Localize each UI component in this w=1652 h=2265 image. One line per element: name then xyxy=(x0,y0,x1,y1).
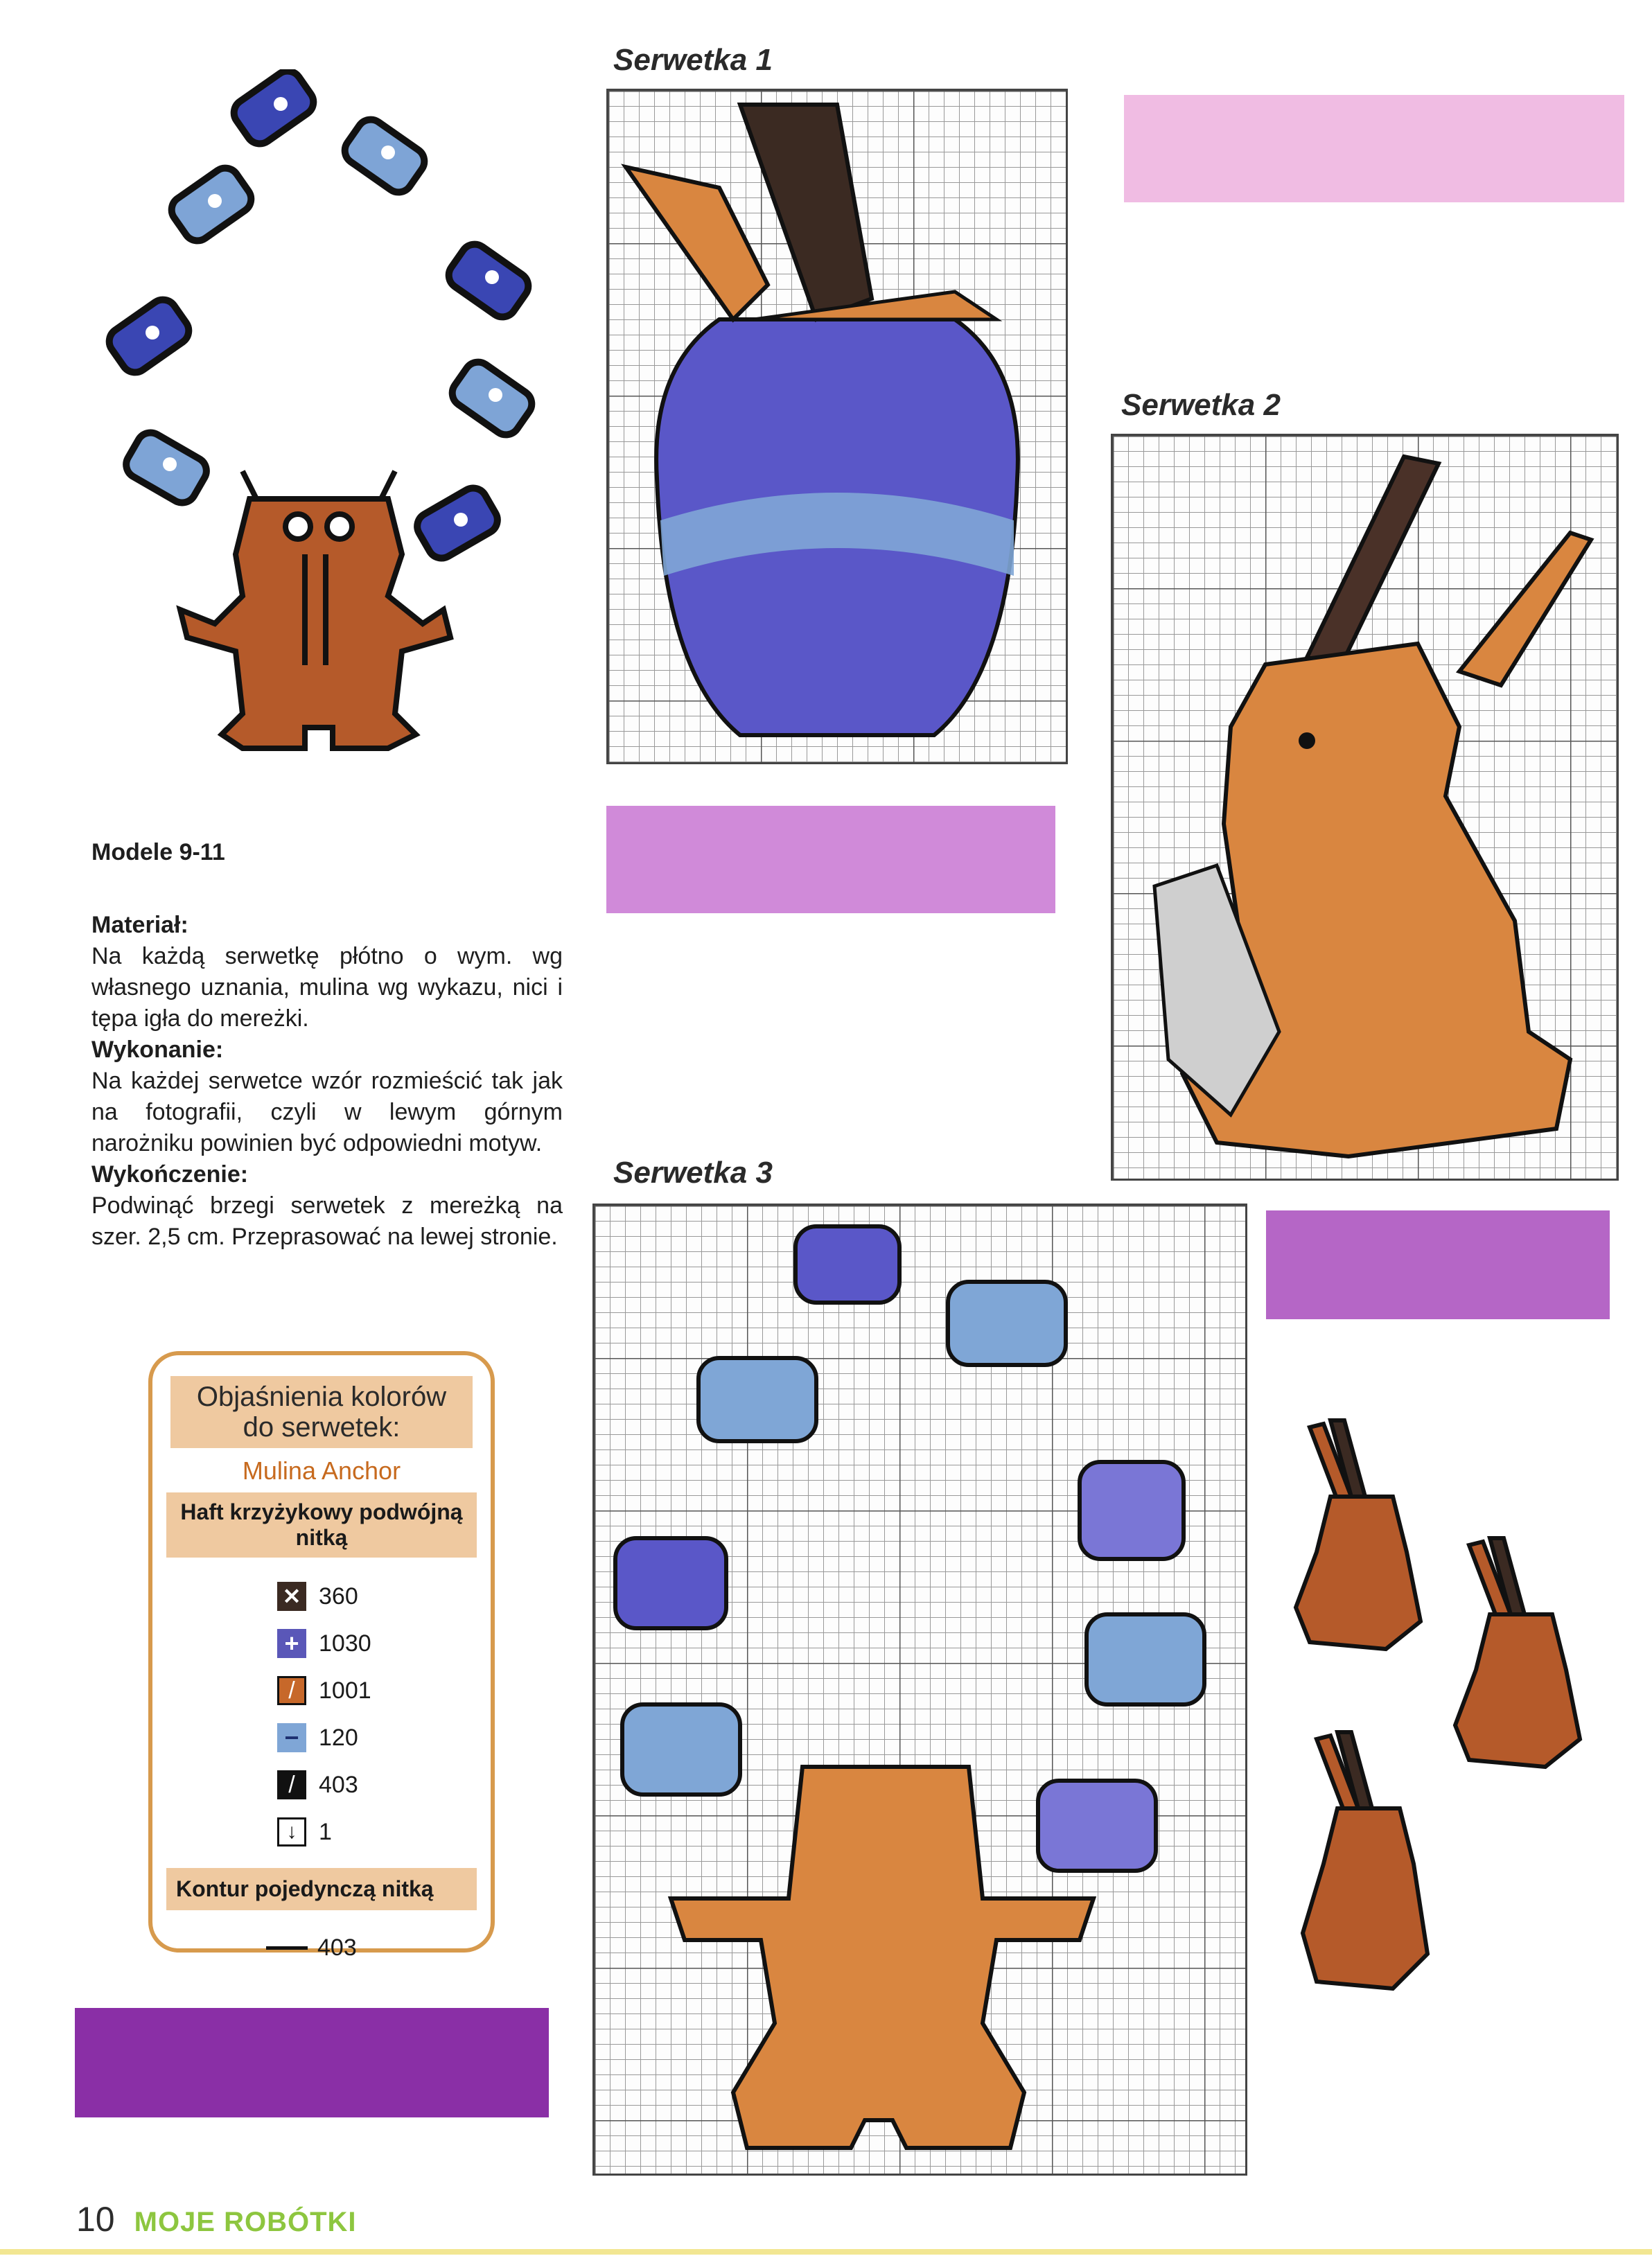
diagonal-box-icon: / xyxy=(277,1676,306,1705)
pink-color-swatch xyxy=(1124,95,1624,202)
legend-title xyxy=(170,1376,473,1448)
purple-color-swatch xyxy=(1266,1210,1610,1319)
legend-item xyxy=(277,1714,491,1761)
legend-code: 1 xyxy=(319,1818,332,1845)
finishing-label: Wykończenie: xyxy=(91,1161,249,1188)
legend-item xyxy=(277,1667,491,1714)
x-box-icon: ✕ xyxy=(277,1582,306,1611)
outline-item xyxy=(266,1924,491,1971)
down-arrow-box-icon: ↓ xyxy=(277,1817,306,1847)
bunnies-illustration xyxy=(1268,1407,1628,2016)
magazine-brand: MOJE ROBÓTKI xyxy=(134,2207,357,2237)
legend-code: 1030 xyxy=(319,1630,371,1657)
legend-title-line1: Objaśnienia kolorów xyxy=(196,1382,447,1412)
bottom-rule xyxy=(0,2249,1652,2255)
plus-box-icon: + xyxy=(277,1629,306,1658)
juggler-pattern xyxy=(595,1206,1245,2174)
legend-code: 360 xyxy=(319,1583,358,1610)
minus-box-icon: − xyxy=(277,1723,306,1752)
serwetka-3-heading: Serwetka 3 xyxy=(613,1156,773,1190)
serwetka-2-chart xyxy=(1111,434,1619,1181)
material-text: Na każdą serwetkę płótno o wym. wg własnego uznania, mulina wg wykazu, nici i tępa igła do mereżki. xyxy=(91,943,563,1032)
legend-code: 1001 xyxy=(319,1677,371,1704)
legend-item xyxy=(277,1808,491,1856)
page-number: 10 xyxy=(76,2200,115,2239)
footer xyxy=(76,2199,357,2239)
legend-title-line2: do serwetek: xyxy=(243,1412,401,1443)
legend-item xyxy=(277,1761,491,1808)
deep-purple-color-swatch xyxy=(75,2008,549,2117)
sitting-rabbit-pattern xyxy=(1113,436,1617,1179)
execution-label: Wykonanie: xyxy=(91,1037,224,1063)
execution-text: Na każdej serwetce wzór rozmieścić tak jak na fotografii, czyli w lewym górnym narożniku powinien być odpowiedni motyw. xyxy=(91,1068,563,1156)
finishing-text: Podwinąć brzegi serwetek z mereżką na szer. 2,5 cm. Przeprasować na lewej stronie. xyxy=(91,1192,563,1250)
instructions-column xyxy=(91,837,563,1253)
outline-code: 403 xyxy=(317,1934,357,1961)
rabbit-egg-pattern xyxy=(608,91,1066,763)
model-title: Modele 9-11 xyxy=(91,839,225,865)
serwetka-1-chart xyxy=(606,89,1068,764)
legend-code: 403 xyxy=(319,1771,358,1798)
orchid-color-swatch xyxy=(606,806,1055,913)
material-label: Materiał: xyxy=(91,912,188,938)
legend-item xyxy=(277,1573,491,1620)
cross-stitch-heading: Haft krzyżykowy podwójną nitką xyxy=(166,1492,477,1558)
line-icon xyxy=(266,1946,308,1950)
serwetka-2-heading: Serwetka 2 xyxy=(1121,388,1281,422)
outline-heading: Kontur pojedynczą nitką xyxy=(166,1868,477,1910)
legend-items xyxy=(277,1573,491,1856)
juggler-illustration xyxy=(97,69,541,769)
legend-brand: Mulina Anchor xyxy=(242,1456,401,1485)
serwetka-3-chart xyxy=(592,1204,1247,2176)
slash-box-icon: / xyxy=(277,1770,306,1799)
legend-code: 120 xyxy=(319,1724,358,1751)
legend-item xyxy=(277,1620,491,1667)
serwetka-1-heading: Serwetka 1 xyxy=(613,43,773,77)
color-legend xyxy=(148,1351,495,1961)
